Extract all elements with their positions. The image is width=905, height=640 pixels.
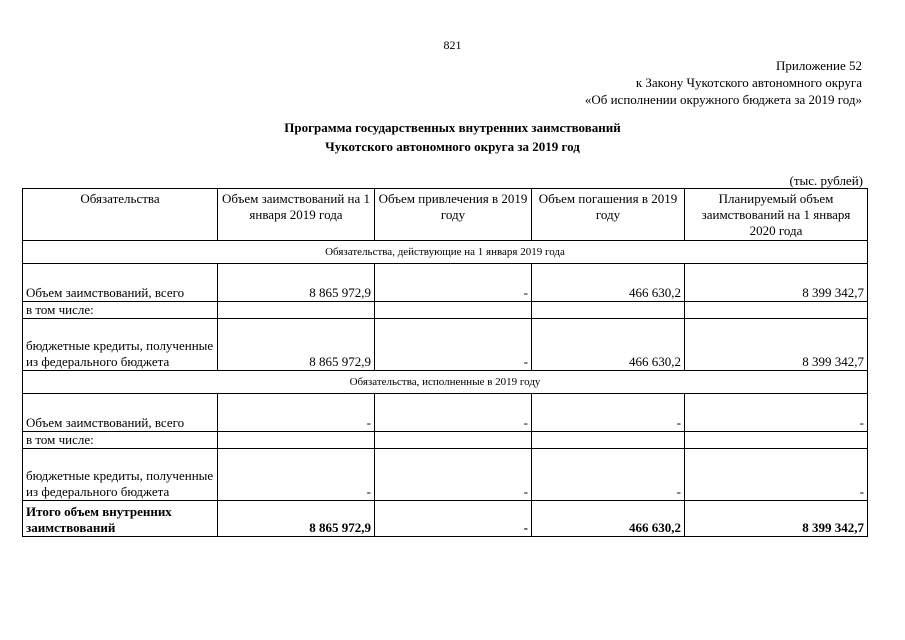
total-value: 466 630,2 (532, 501, 685, 537)
cell-value: - (532, 449, 685, 501)
cell-value (685, 302, 868, 319)
table-header-row (23, 189, 868, 241)
header-raised: Объем привлечения в 2019 году (375, 189, 532, 241)
borrowing-table (22, 188, 868, 537)
cell-value: 466 630,2 (532, 319, 685, 371)
table-row (23, 432, 868, 449)
row-label: Объем заимствований, всего (23, 394, 218, 432)
document-title (0, 118, 905, 156)
section-2-title: Обязательства, исполненные в 2019 году (23, 371, 868, 394)
section-row (23, 241, 868, 264)
total-value: 8 399 342,7 (685, 501, 868, 537)
cell-value: 8 865 972,9 (218, 319, 375, 371)
total-value: 8 865 972,9 (218, 501, 375, 537)
cell-value: - (375, 449, 532, 501)
cell-value (532, 432, 685, 449)
appendix-line-1: Приложение 52 (775, 58, 862, 73)
section-row (23, 371, 868, 394)
total-row (23, 501, 868, 537)
header-volume-end: Планируемый объем заимствований на 1 января 2020 года (685, 189, 868, 241)
cell-value: - (532, 394, 685, 432)
row-label: в том числе: (23, 432, 218, 449)
header-volume-start: Объем заимствований на 1 января 2019 года (218, 189, 375, 241)
title-line-2: Чукотского автономного округа за 2019 год (325, 139, 580, 154)
cell-value (375, 302, 532, 319)
cell-value: - (375, 319, 532, 371)
cell-value: 466 630,2 (532, 264, 685, 302)
cell-value: - (375, 264, 532, 302)
cell-value: 8 399 342,7 (685, 319, 868, 371)
units-note: (тыс. рублей) (789, 173, 863, 188)
row-label: бюджетные кредиты, полученные из федерального бюджета (23, 319, 218, 371)
cell-value: - (218, 449, 375, 501)
appendix-block (585, 57, 862, 108)
row-label: бюджетные кредиты, полученные из федерального бюджета (23, 449, 218, 501)
table-row (23, 264, 868, 302)
appendix-line-2: к Закону Чукотского автономного округа (635, 75, 862, 90)
cell-value: - (375, 394, 532, 432)
cell-value (218, 302, 375, 319)
table-row (23, 449, 868, 501)
cell-value (375, 432, 532, 449)
cell-value: 8 399 342,7 (685, 264, 868, 302)
cell-value: - (685, 449, 868, 501)
total-value: - (375, 501, 532, 537)
table-row (23, 319, 868, 371)
cell-value: 8 865 972,9 (218, 264, 375, 302)
appendix-line-3: «Об исполнении окружного бюджета за 2019 год» (584, 92, 862, 107)
header-repaid: Объем погашения в 2019 году (532, 189, 685, 241)
cell-value: - (685, 394, 868, 432)
cell-value: - (218, 394, 375, 432)
cell-value (218, 432, 375, 449)
cell-value (685, 432, 868, 449)
cell-value (532, 302, 685, 319)
page-number: 821 (443, 38, 462, 52)
row-label: в том числе: (23, 302, 218, 319)
row-label: Объем заимствований, всего (23, 264, 218, 302)
total-label: Итого объем внутренних заимствований (23, 501, 218, 537)
header-obligations: Обязательства (23, 189, 218, 241)
table-row (23, 394, 868, 432)
table-row (23, 302, 868, 319)
title-line-1: Программа государственных внутренних заимствований (284, 120, 621, 135)
section-1-title: Обязательства, действующие на 1 января 2019 года (23, 241, 868, 264)
